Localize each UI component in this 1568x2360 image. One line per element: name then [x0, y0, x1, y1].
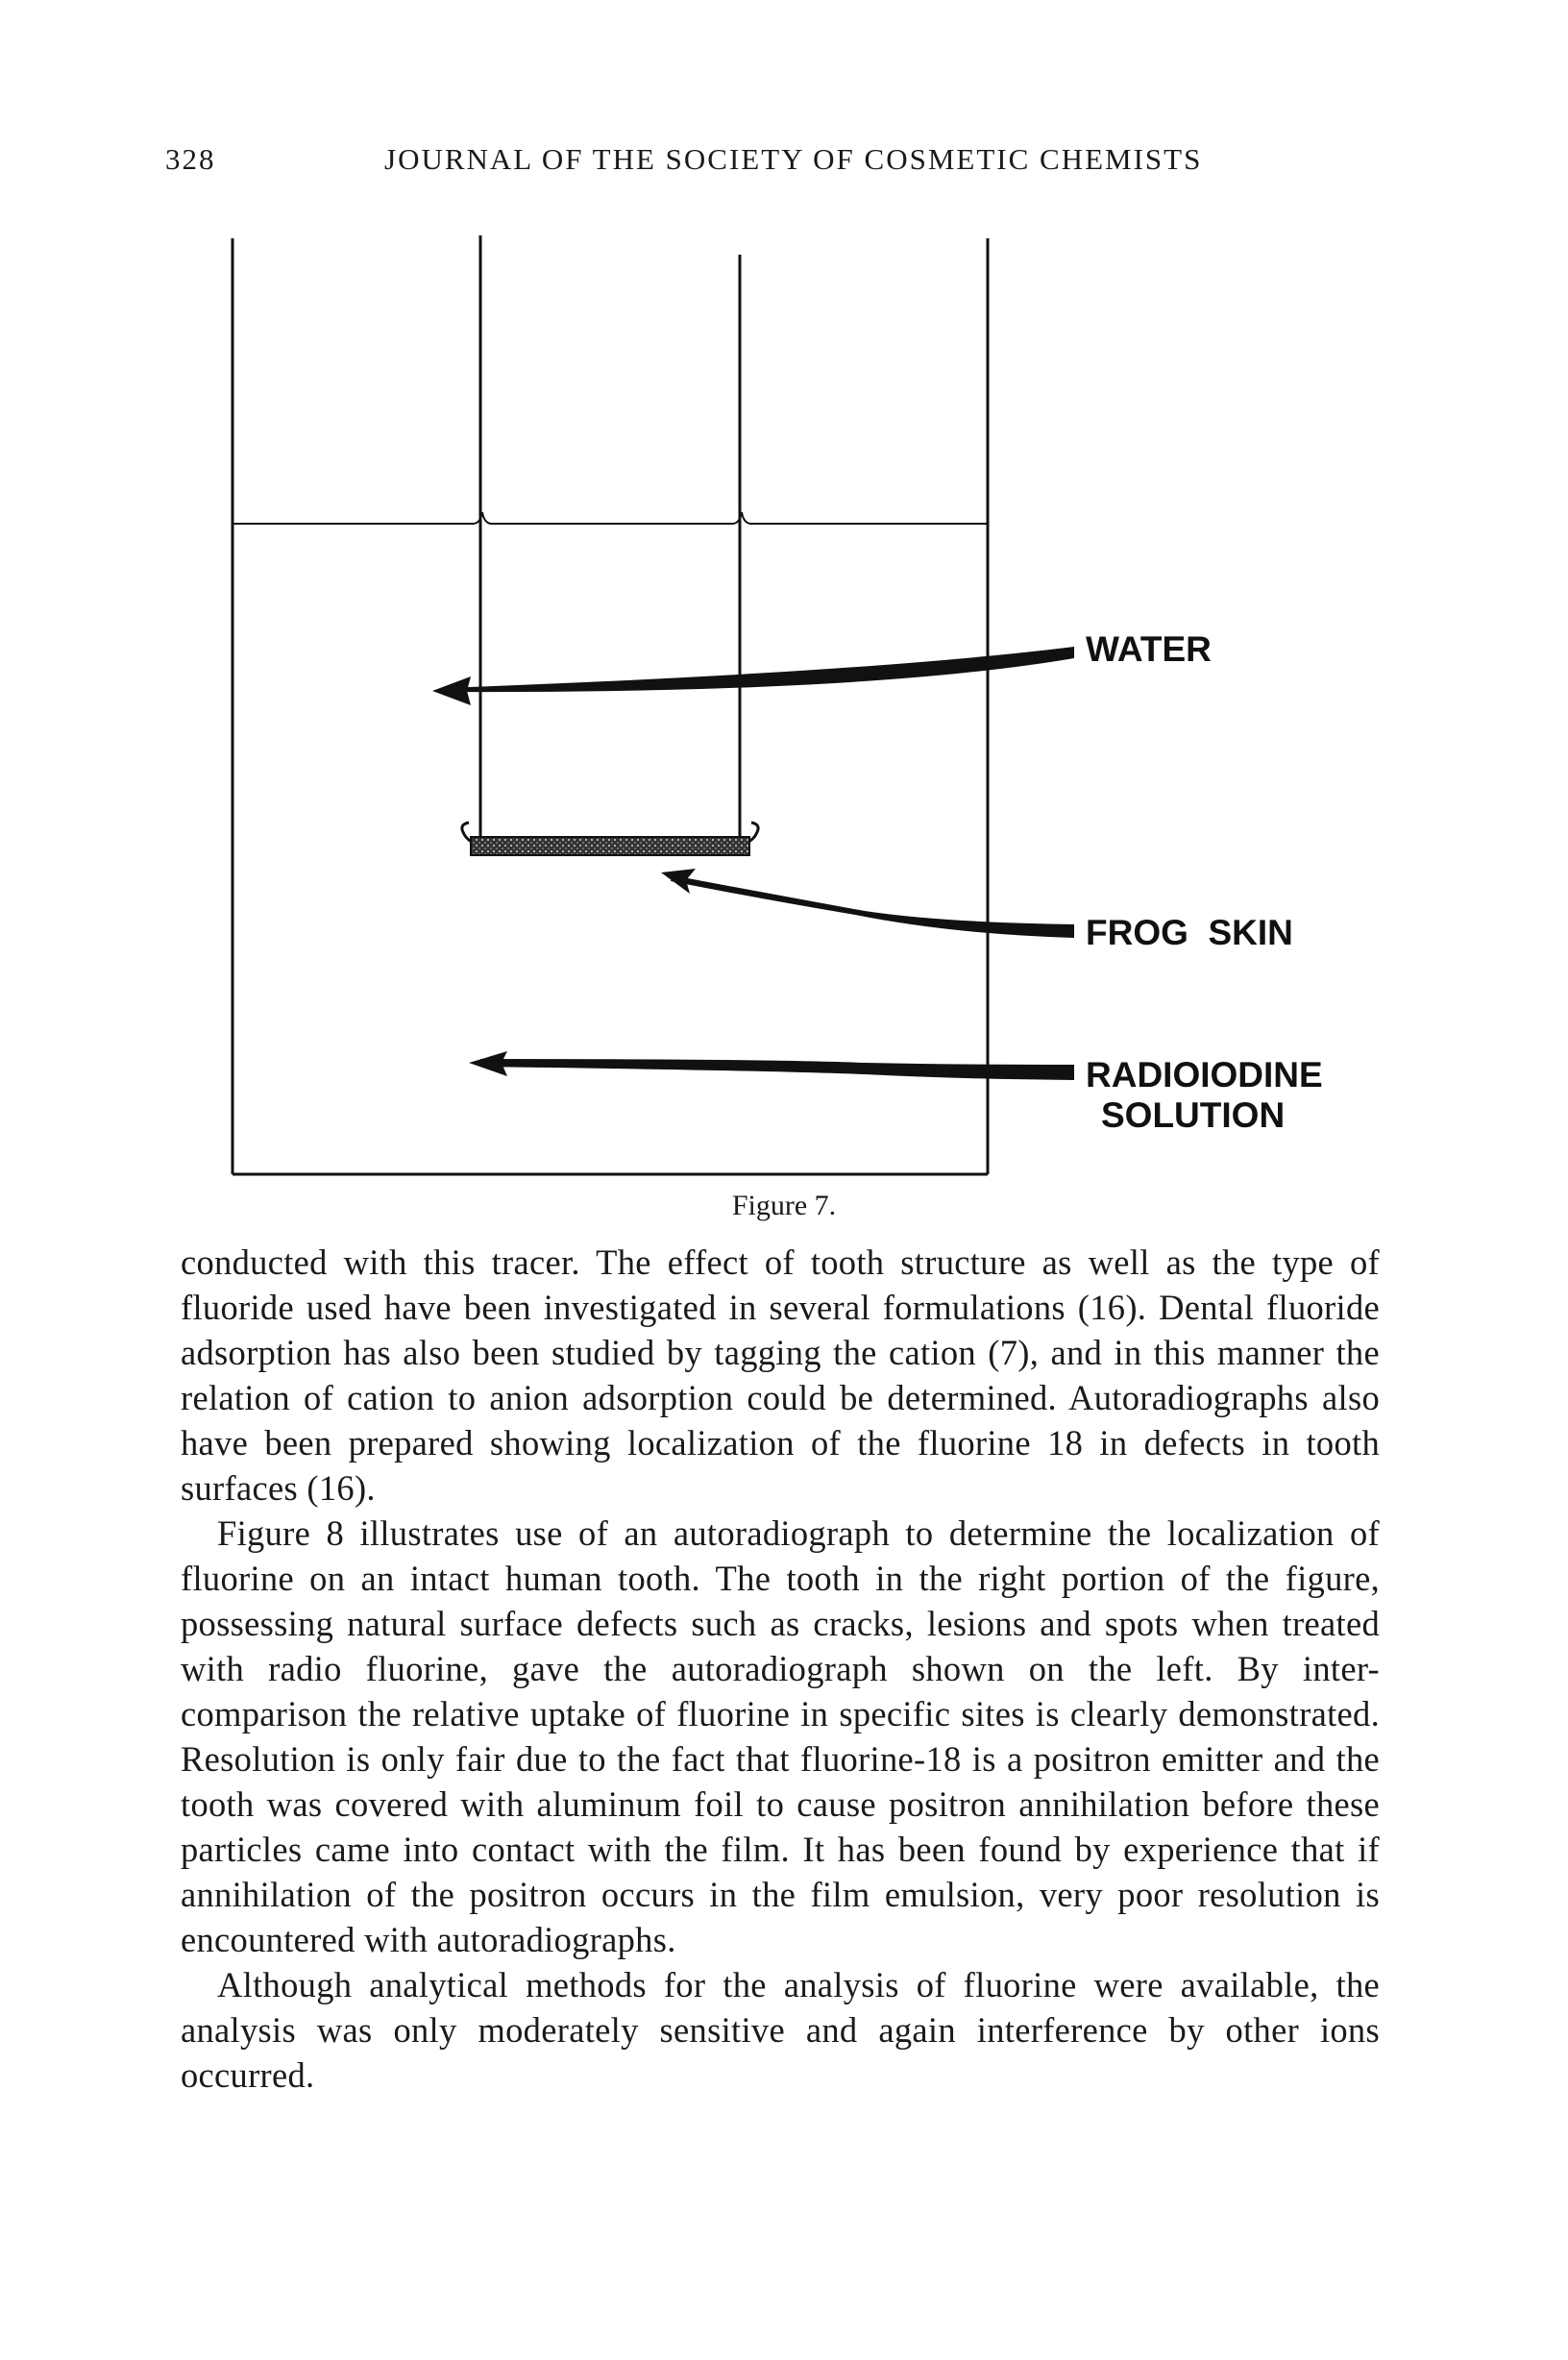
label-solution: SOLUTION: [1101, 1095, 1286, 1135]
figure-caption: Figure 7.: [731, 1190, 837, 1221]
journal-title: JOURNAL OF THE SOCIETY OF COSMETIC CHEMISTS: [384, 142, 1203, 176]
paragraph-2: Figure 8 illustrates use of an autoradiograph to determine the localization of fluorine on an intact human tooth. The tooth in the right portion of the figure, possessing natural surface defects such as cracks, lesions and spots when treated with radio fluorine, gave the autoradiograph shown on the left. By inter-comparison the relative uptake of fluorine in specific sites is clearly demonstrated. Resolution is only fair due to the fact that fluorine-18 is a positron emitter and the tooth was covered with aluminum foil to cause positron annihilation before these particles came into contact with the film. It has been found by experience that if annihilation of the positron occurs in the film emulsion, very poor resolution is encountered with autoradiographs.: [181, 1513, 1380, 1959]
page-number: 328: [165, 142, 216, 176]
frog-skin-arrow: [661, 869, 1074, 938]
outer-beaker: [233, 238, 988, 1174]
inner-tube: [480, 235, 740, 846]
paragraph-3: Although analytical methods for the analysis of fluorine were available, the analysis was only moderately sensitive and again interference by other ions occurred.: [181, 1965, 1380, 2095]
water-surface: [233, 512, 988, 524]
label-radioiodine: RADIOIODINE: [1086, 1055, 1323, 1094]
water-arrow: [432, 647, 1074, 705]
figure-7: [192, 221, 1364, 1220]
frog-skin-membrane: [462, 823, 758, 855]
paragraph-1: conducted with this tracer. The effect of tooth structure as well as the type of fluoride used have been investigated in several formulations (16). Dental fluoride adsorption has also been studied by tagging the cation (7), and in this manner the relation of cation to anion adsorption could be determined. Autoradiographs also have been prepared showing localization of the fluorine 18 in defects in tooth surfaces (16).: [181, 1242, 1380, 1508]
body-text: [181, 1240, 1380, 2098]
radioiodine-arrow: [469, 1051, 1074, 1080]
label-water: WATER: [1086, 629, 1212, 669]
label-frog-skin: FROG SKIN: [1086, 913, 1293, 952]
